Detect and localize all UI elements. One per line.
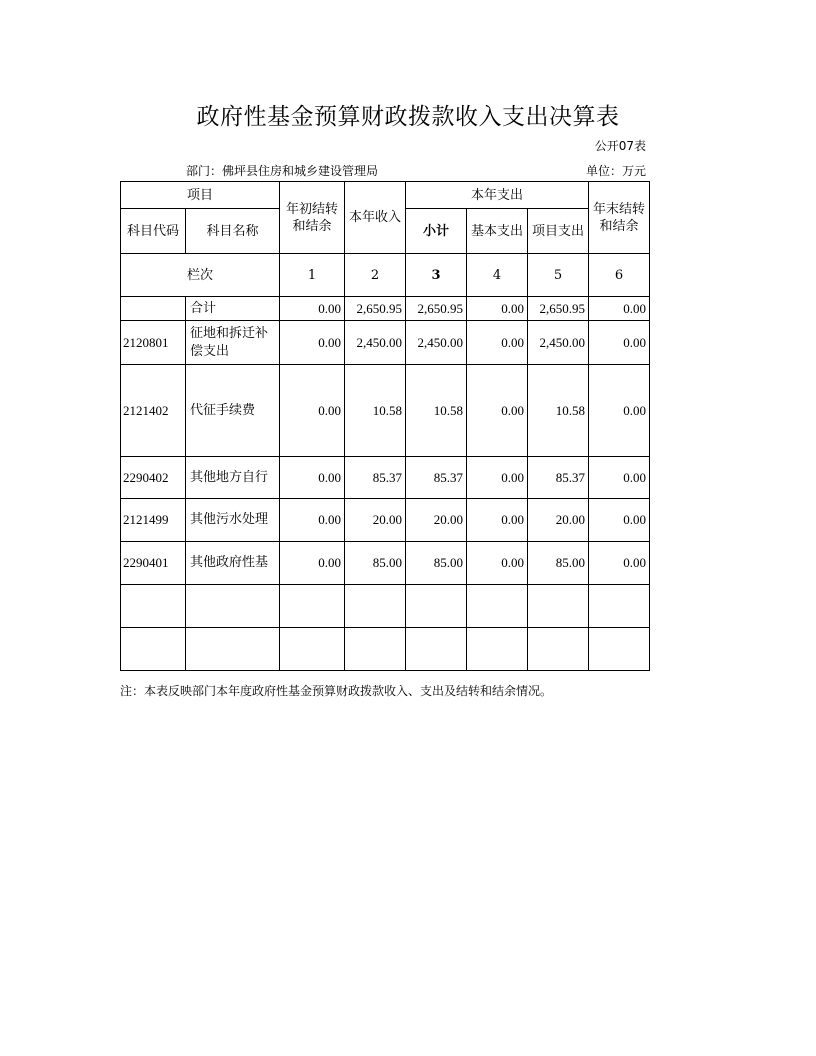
row-value: 2,450.00 <box>528 321 589 365</box>
total-cell: 2,650.95 <box>406 297 467 321</box>
header-begin-balance: 年初结转和结余 <box>280 182 345 254</box>
row-value: 2,450.00 <box>345 321 406 365</box>
row-value: 85.37 <box>345 457 406 499</box>
row-code: 2120801 <box>121 321 186 365</box>
row-name: 其他地方自行 <box>186 457 280 499</box>
row-value: 0.00 <box>280 457 345 499</box>
empty-row <box>121 628 650 671</box>
index-row <box>121 254 650 297</box>
total-cell: 0.00 <box>589 297 650 321</box>
row-value: 0.00 <box>589 542 650 585</box>
header-income: 本年收入 <box>345 182 406 254</box>
row-value: 0.00 <box>280 365 345 457</box>
row-value: 0.00 <box>280 321 345 365</box>
index-cell: 1 <box>280 254 345 297</box>
row-value: 10.58 <box>406 365 467 457</box>
row-value: 0.00 <box>280 542 345 585</box>
header-subtotal: 小计 <box>406 209 467 254</box>
form-code: 公开07表 <box>594 139 646 153</box>
row-value: 0.00 <box>280 499 345 542</box>
index-cell: 3 <box>406 254 467 297</box>
row-name: 其他政府性基 <box>186 542 280 585</box>
row-value: 10.58 <box>528 365 589 457</box>
row-value: 0.00 <box>589 365 650 457</box>
row-value: 85.37 <box>406 457 467 499</box>
budget-table <box>120 181 650 671</box>
index-cell: 4 <box>467 254 528 297</box>
total-label: 合计 <box>186 297 280 321</box>
row-value: 85.00 <box>345 542 406 585</box>
row-code: 2290402 <box>121 457 186 499</box>
row-value: 20.00 <box>345 499 406 542</box>
table-row <box>121 499 650 542</box>
header-subject-name: 科目名称 <box>186 209 280 254</box>
row-name: 其他污水处理 <box>186 499 280 542</box>
table-row <box>121 542 650 585</box>
footnote: 注：本表反映部门本年度政府性基金预算财政拨款收入、支出及结转和结余情况。 <box>120 684 553 698</box>
page-title: 政府性基金预算财政拨款收入支出决算表 <box>196 104 620 130</box>
header-subject-code: 科目代码 <box>121 209 186 254</box>
row-value: 0.00 <box>589 457 650 499</box>
total-cell: 2,650.95 <box>528 297 589 321</box>
row-value: 85.00 <box>406 542 467 585</box>
table-row <box>121 321 650 365</box>
total-cell: 2,650.95 <box>345 297 406 321</box>
total-cell: 0.00 <box>280 297 345 321</box>
unit-label: 单位：万元 <box>585 164 646 178</box>
row-name: 代征手续费 <box>186 365 280 457</box>
index-cell: 5 <box>528 254 589 297</box>
total-cell: 0.00 <box>467 297 528 321</box>
header-basic: 基本支出 <box>467 209 528 254</box>
table-row <box>121 457 650 499</box>
total-code-cell <box>121 297 186 321</box>
index-cell: 6 <box>589 254 650 297</box>
row-value: 85.00 <box>528 542 589 585</box>
row-value: 0.00 <box>467 542 528 585</box>
row-value: 2,450.00 <box>406 321 467 365</box>
row-value: 20.00 <box>528 499 589 542</box>
department-label: 部门：佛坪县住房和城乡建设管理局 <box>186 164 379 178</box>
header-project-expense: 项目支出 <box>528 209 589 254</box>
row-code: 2121402 <box>121 365 186 457</box>
index-cell: 2 <box>345 254 406 297</box>
header-end-balance: 年末结转和结余 <box>589 182 650 254</box>
row-value: 0.00 <box>589 499 650 542</box>
row-value: 0.00 <box>467 365 528 457</box>
index-label: 栏次 <box>121 254 280 297</box>
table-row <box>121 365 650 457</box>
empty-row <box>121 585 650 628</box>
row-value: 20.00 <box>406 499 467 542</box>
total-row <box>121 297 650 321</box>
row-code: 2290401 <box>121 542 186 585</box>
row-value: 0.00 <box>467 321 528 365</box>
row-value: 0.00 <box>589 321 650 365</box>
row-code: 2121499 <box>121 499 186 542</box>
header-project: 项目 <box>121 182 280 209</box>
row-name: 征地和拆迁补偿支出 <box>186 321 280 365</box>
row-value: 85.37 <box>528 457 589 499</box>
row-value: 0.00 <box>467 499 528 542</box>
row-value: 0.00 <box>467 457 528 499</box>
row-value: 10.58 <box>345 365 406 457</box>
header-expense: 本年支出 <box>406 182 589 209</box>
